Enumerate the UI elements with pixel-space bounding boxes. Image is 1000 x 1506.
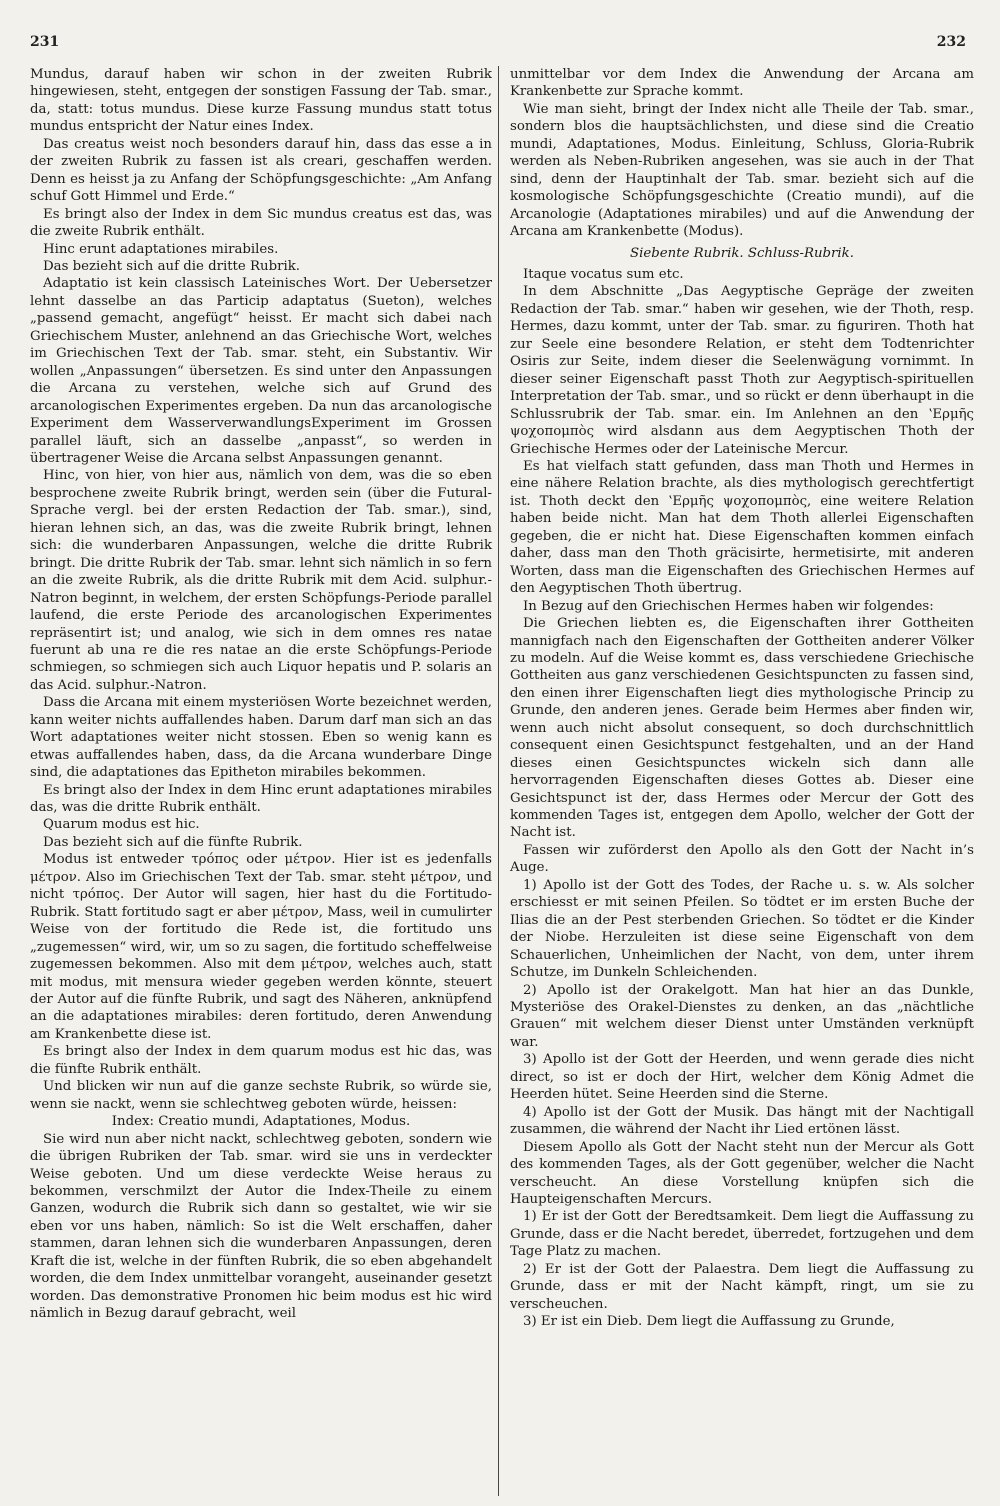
paragraph: Es bringt also der Index in dem Hinc erunt adaptationes mirabiles das, was die dritte Rubrik enthält. [30,782,492,816]
paragraph: Die Griechen liebten es, die Eigenschaften ihrer Gottheiten mannigfach nach den Eigenschaften der Gottheiten anderer Völker zu modeln. Auf die Weise kommt es, dass verschiedene Griechische Gottheiten aus ganz verschiedenen Gesichtspuncten zu fassen sind, den einen ihrer Eigenschaften liegt dies mythologische Princip zu Grunde, den anderen jenes. Gerade beim Hermes aber finden wir, wenn auch nicht absolut consequent, so doch durchschnittlich consequent einen Gesichtspunct festgehalten, und an der Hand dieses einen Gesichtspunctes wickeln sich dann alle hervorragenden Eigenschaften dieses Gottes ab. Dieser eine Gesichtspunct ist der, dass Hermes oder Mercur der Gott des kommenden Tages ist, entgegen dem Apollo, welcher der Gott der Nacht ist. [510,616,974,841]
paragraph: Hinc, von hier, von hier aus, nämlich von dem, was die so eben besprochene zweite Rubrik bringt, werden sein (über die Futural-Sprache vergl. bei der ersten Redaction der Tab. smar.), sind, hieran lehnen sich, an das, was die zweite Rubrik bringt, lehnen sich: die wunderbaren Anpassungen, welche die dritte Rubrik bringt. Die dritte Rubrik der Tab. smar. lehnt sich nämlich in so fern an die zweite Rubrik, als die dritte Rubrik mit dem Acid. sulphur.-Natron beginnt, in welchem, der ersten Schöpfungs-Periode parallel laufend, die erste Periode des arcanologischen Experimentes repräsentirt ist; und analog, wie sich in dem omnes res natae fuerunt ab una re die res natae an die erste Schöpfungs-Periode schmiegen, so schmiegen sich auch Liquor hepatis und P. solaris an das Acid. sulphur.-Natron. [30,468,492,693]
paragraph: Hinc erunt adaptationes mirabiles. [43,241,279,257]
paragraph: Es bringt also der Index in dem quarum modus est hic das, was die fünfte Rubrik enthält. [30,1044,492,1077]
paragraph: 4) Apollo ist der Gott der Musik. Das hängt mit der Nachtigall zusammen, die während der Nacht ihr Lied ertönen lässt. [510,1104,974,1138]
paragraph: unmittelbar vor dem Index die Anwendung der Arcana am Krankenbette zur Sprache kommt. [510,67,974,100]
paragraph: Adaptatio ist kein classisch Lateinisches Wort. Der Uebersetzer lehnt dasselbe an das Particip adaptatus (Sueton), welches „passend gemacht, angefügt“ heisst. Er macht sich dabei nach Griechischem Muster, anlehnend an das Griechische Wort, welches im Griechischen Text der Tab. smar. steht, ein Substantiv. Wir wollen „Anpassungen“ übersetzen. Es sind unter den Anpassungen die Arcana zu verstehen, welche sich auf Grund des arcanologischen Experimentes ergeben. Da nun das arcanologische Experiment dem WasserverwandlungsExperiment im Grossen parallel läuft, sich an dasselbe „anpasst“, so werden in übertragener Weise die Arcana selbst Anpassungen genannt. [30,276,492,466]
paragraph: In Bezug auf den Griechischen Hermes haben wir folgendes: [523,598,934,614]
column-divider [498,66,499,1496]
paragraph: 3) Apollo ist der Gott der Heerden, und wenn gerade dies nicht direct, so ist er doch der Hirt, welcher dem König Admet die Heerden hütet. Seine Heerden sind die Sterne. [510,1052,974,1103]
paragraph: Sie wird nun aber nicht nackt, schlechtweg geboten, sondern wie die übrigen Rubriken der Tab. smar. wird sie uns in verdeckter Weise geboten. Und um diese verdeckte Weise heraus zu bekommen, verschmilzt der Autor die Index-Theile zu einem Ganzen, wodurch die Rubrik sich dann so gestaltet, wie wir sie eben vor uns haben, nämlich: So ist die Welt erschaffen, daher stammen, daran lehnen sich die wunderbaren Anpassungen, deren Kraft die ist, welche in der fünften Rubrik, die so eben abgehandelt worden, die dem Index unmittelbar vorangeht, auseinander gesetzt worden. Das demonstrative Pronomen hic beim modus est hic wird nämlich in Bezug darauf gebracht, weil [30,1131,492,1322]
paragraph: 2) Er ist der Gott der Palaestra. Dem liegt die Auffassung zu Grunde, dass er mit der Nacht kämpft, ringt, um sie zu verscheuchen. [510,1261,974,1312]
paragraph: Diesem Apollo als Gott der Nacht steht nun der Mercur als Gott des kommenden Tages, als der Gott gegenüber, welcher die Nacht verscheucht. An diese Vorstellung knüpfen sich die Haupteigenschaften Mercurs. [510,1139,974,1207]
paragraph: Quarum modus est hic. [43,817,200,833]
paragraph: Modus ist entweder τρόπος oder μέτρον. Hier ist es jedenfalls μέτρον. Also im Griechischen Text der Tab. smar. steht μέτρον, und nicht τρόπος. Der Autor will sagen, hier hast du die Fortitudo-Rubrik. Statt fortitudo sagt er aber μέτρον, Mass, weil in cumulirter Weise von der fortitudo die Rede ist, die fortitudo uns „zugemessen“ wird, wir, um so zu sagen, die fortitudo scheffelweise zugemessen bekommen. Also mit dem μέτρον, welches auch, statt mit modus, mit mensura wieder gegeben werden könnte, steuert der Autor auf die fünfte Rubrik, und sagt des Näheren, anknüpfend an die adaptationes mirabiles: deren fortitudo, deren Anwendung am Krankenbette diese ist. [30,852,492,1042]
paragraph: Itaque vocatus sum etc. [523,266,684,282]
paragraph: Das creatus weist noch besonders darauf hin, dass das esse a in der zweiten Rubrik zu fassen ist als creari, geschaffen werden. Denn es heisst ja zu Anfang der Schöpfungsgeschichte: „Am Anfang schuf Gott Himmel und Erde.“ [30,136,492,205]
paragraph: 3) Er ist ein Dieb. Dem liegt die Auffassung zu Grunde, [523,1314,895,1330]
paragraph: 1) Er ist der Gott der Beredtsamkeit. Dem liegt die Auffassung zu Grunde, dass er die Nacht beredet, überredet, fortzugehen und dem Tage Platz zu machen. [510,1209,974,1260]
paragraph: In dem Abschnitte „Das Aegyptische Gepräge der zweiten Redaction der Tab. smar.“ haben wir gesehen, wie der Thoth, resp. Hermes, dazu kommt, unter der Tab. smar. zu figuriren. Thoth hat zur Seele eine besondere Relation, er steht dem Todtenrichter Osiris zur Seite, indem dieser die Seelenwägung vornimmt. In dieser seiner Eigenschaft passt Thoth zur Aegyptisch-spirituellen Interpretation der Tab. smar., und so rückt er denn überhaupt in die Schlussrubrik der Tab. smar. ein. Im Anlehnen an den ʽΕρμῆς ψοχοπομπὸς wird alsdann aus dem Aegyptischen Thoth der Griechische Hermes oder der Lateinische Mercur. [510,284,974,457]
paragraph: Das bezieht sich auf die dritte Rubrik. [43,258,300,274]
page-number-left: 231 [30,34,60,50]
paragraph: Es bringt also der Index in dem Sic mundus creatus est das, was die zweite Rubrik enthält. [30,206,492,240]
paragraph: Wie man sieht, bringt der Index nicht alle Theile der Tab. smar., sondern blos die hauptsächlichsten, und diese sind die Creatio mundi, Adaptationes, Modus. Einleitung, Schluss, Gloria-Rubrik werden als Neben-Rubriken angesehen, was sie auch in der That sind, denn der Hauptinhalt der Tab. smar. bezieht sich auf die kosmologische Schöpfungsgeschichte (Creatio mundi), auf die Arcanologie (Adaptationes mirabiles) und auf die Anwendung der Arcana am Krankenbette (Modus). [510,101,974,240]
page-number-right: 232 [936,34,966,50]
left-text-column [30,66,492,1323]
index-formula: Index: Creatio mundi, Adaptationes, Modus. [111,1114,411,1130]
paragraph: Das bezieht sich auf die fünfte Rubrik. [43,834,303,850]
paragraph: Dass die Arcana mit einem mysteriösen Worte bezeichnet werden, kann weiter nichts auffallendes haben. Darum darf man sich an das Wort adaptationes weiter nicht stossen. Eben so wenig kann es etwas auffallendes haben, dass, da die Arcana wunderbare Dinge sind, die adaptationes das Epitheton mirabiles bekommen. [30,695,492,781]
section-heading: Siebente Rubrik. Schluss-Rubrik. [630,245,854,261]
paragraph: 1) Apollo ist der Gott des Todes, der Rache u. s. w. Als solcher erschiesst er mit seinen Pfeilen. So tödtet er im ersten Buche der Ilias die an der Pest sterbenden Griechen. So tödtet er die Kinder der Niobe. Herzuleiten ist diese seine Eigenschaft von dem Schauerlichen, Unheimlichen der Nacht, von dem, unter ihrem Schutze, im Dunkeln Schleichenden. [510,877,974,981]
paragraph: Mundus, darauf haben wir schon in der zweiten Rubrik hingewiesen, steht, entgegen der sonstigen Fassung der Tab. smar., da, statt: totus mundus. Diese kurze Fassung mundus statt totus mundus entspricht der Natur eines Index. [30,67,492,135]
paragraph: Und blicken wir nun auf die ganze sechste Rubrik, so würde sie, wenn sie nackt, wenn sie schlechtweg geboten würde, heissen: [30,1079,492,1112]
paragraph: Es hat vielfach statt gefunden, dass man Thoth und Hermes in eine nähere Relation brachte, als dies mythologisch gerechtfertigt ist. Thoth deckt den ʽΕρμῆς ψοχοπομπὸς, eine weitere Relation haben beide nicht. Man hat dem Thoth allerlei Eigenschaften gegeben, die er nicht hat. Diese Eigenschaften kommen einfach daher, dass man den Thoth gräcisirte, hermetisirte, mit anderen Worten, dass man die Eigenschaften des Griechischen Hermes auf den Aegyptischen Thoth übertrug. [510,458,974,597]
paragraph: Fassen wir zuförderst den Apollo als den Gott der Nacht in’s Auge. [510,842,974,876]
paragraph: 2) Apollo ist der Orakelgott. Man hat hier an das Dunkle, Mysteriöse des Orakel-Dienstes zu denken, an das „nächtliche Grauen“ mit welchem dieser Dienst unter Umständen verknüpft war. [510,982,974,1050]
right-text-column [510,66,974,1331]
